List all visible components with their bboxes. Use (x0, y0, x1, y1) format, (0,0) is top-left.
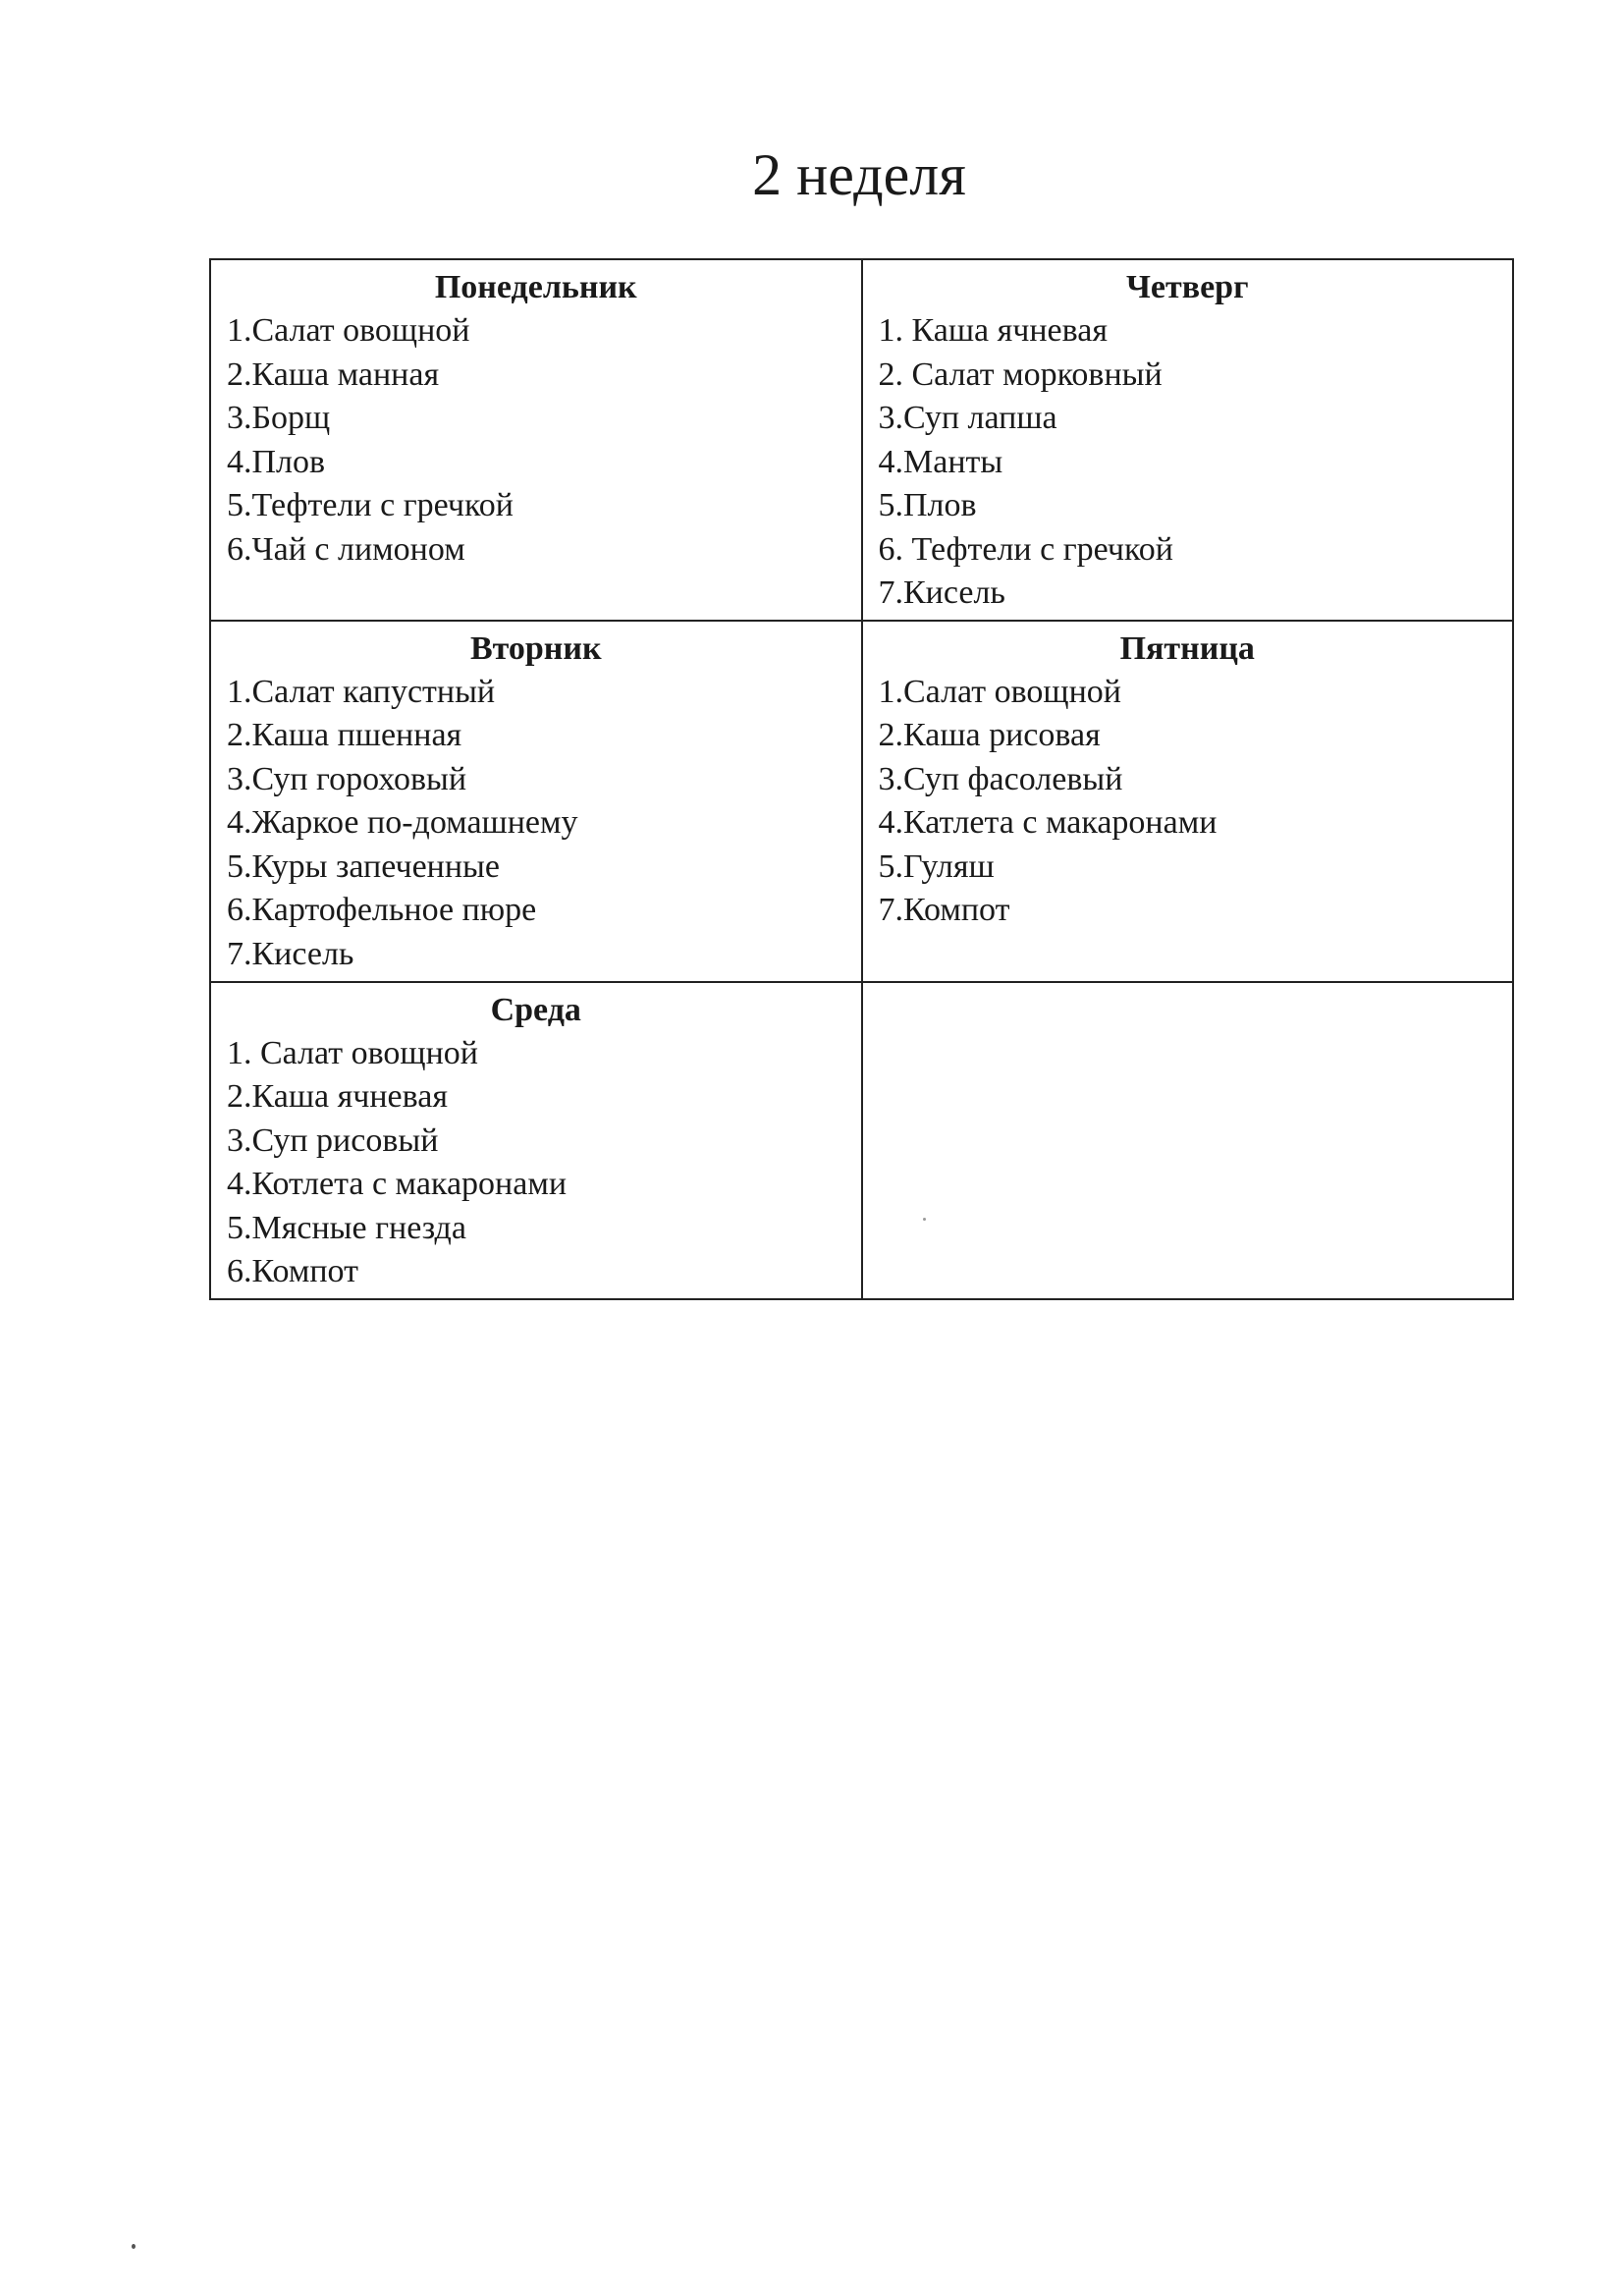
dish-item: 3.Суп фасолевый (878, 760, 1123, 797)
dish-list-friday (879, 671, 1497, 933)
dish-item: 6.Чай с лимоном (227, 530, 465, 568)
dish-item: 2.Каша рисовая (878, 717, 1101, 753)
dish-item: 7.Кисель (878, 574, 1005, 611)
dish-item: 1.Салат овощной (227, 312, 470, 349)
dish-item: 6.Компот (227, 1253, 358, 1289)
day-cell-thursday (862, 259, 1514, 621)
day-heading-monday: Понедельник (434, 269, 637, 305)
dish-item: 1.Салат овощной (878, 673, 1121, 710)
empty-cell (862, 982, 1514, 1299)
dish-item: 7.Компот (878, 892, 1010, 928)
dish-item: 4.Жаркое по-домашнему (227, 804, 578, 841)
dish-item: 4.Плов (227, 443, 326, 480)
dish-item: 2.Каша манная (227, 355, 440, 393)
dish-item: 5.Гуляш (878, 847, 995, 885)
dish-item: 5.Тефтели с гречкой (227, 487, 514, 523)
day-heading-thursday: Четверг (1125, 269, 1249, 305)
dish-item: 6. Тефтели с гречкой (878, 530, 1173, 568)
day-cell-monday (210, 259, 862, 621)
table-row (210, 982, 1513, 1299)
dish-list-tuesday (227, 671, 845, 977)
dish-list-monday (227, 309, 845, 572)
page-title: 2 неделя (752, 142, 966, 207)
dish-item: 3.Суп лапша (878, 400, 1057, 436)
dish-item: 6.Картофельное пюре (227, 892, 537, 928)
dish-item: 1. Каша ячневая (878, 312, 1108, 349)
dish-item: 3.Суп рисовый (227, 1121, 439, 1159)
dish-item: 7.Кисель (227, 935, 354, 972)
dish-list-thursday (879, 309, 1497, 616)
day-heading-wednesday: Среда (490, 991, 581, 1028)
dish-item: 5.Куры запеченные (227, 847, 500, 885)
dish-item: 5.Мясные гнезда (227, 1209, 466, 1246)
day-cell-wednesday (210, 982, 862, 1299)
scan-speck (923, 1218, 926, 1221)
dish-item: 2.Каша пшенная (227, 717, 462, 753)
dish-item: 3.Борщ (227, 400, 331, 436)
weekly-menu-table (209, 258, 1514, 1300)
day-heading-friday: Пятница (1119, 629, 1255, 667)
dish-item: 5.Плов (878, 487, 977, 523)
dish-list-wednesday (227, 1032, 845, 1294)
day-cell-tuesday (210, 621, 862, 982)
dish-item: 2.Каша ячневая (227, 1078, 448, 1115)
table-row (210, 621, 1513, 982)
scan-speck (132, 2244, 135, 2249)
dish-item: 4.Манты (878, 443, 1003, 480)
day-heading-tuesday: Вторник (469, 629, 602, 667)
day-cell-friday (862, 621, 1514, 982)
dish-item: 1.Салат капустный (227, 673, 496, 710)
dish-item: 2. Салат морковный (878, 355, 1163, 393)
table-row (210, 259, 1513, 621)
dish-item: 3.Суп гороховый (227, 760, 467, 797)
dish-item: 4.Котлета с макаронами (227, 1166, 568, 1202)
dish-item: 4.Катлета с макаронами (878, 804, 1218, 841)
dish-item: 1. Салат овощной (227, 1034, 478, 1071)
